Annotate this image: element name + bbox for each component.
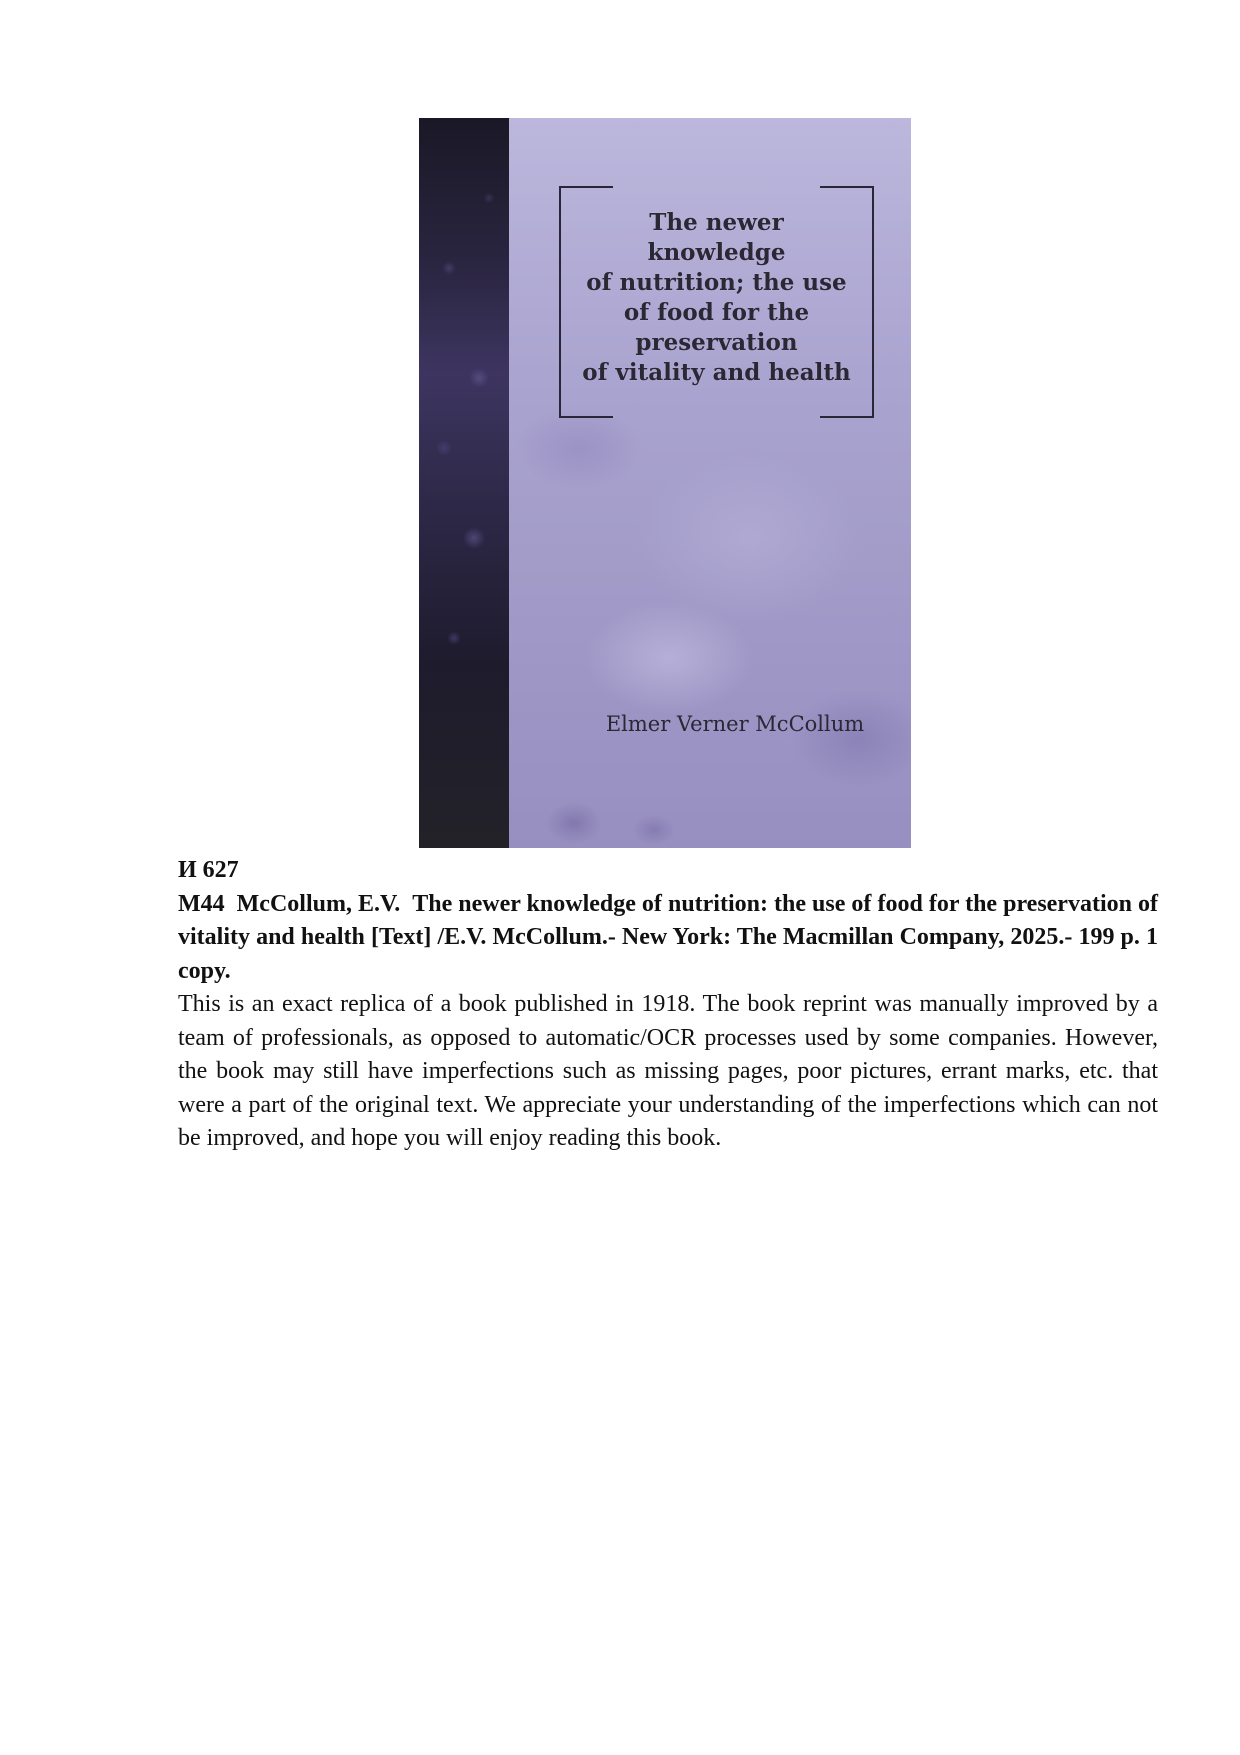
call-code: М44 [178,890,225,917]
book-description: This is an exact replica of a book published in 1918. The book reprint was manually improved by a team of professionals, as opposed to automatic/OCR processes used by some companies. However, the book may still have imperfections such as missing pages, poor pictures, errant marks, etc. that were a part of the original text. We appreciate your understanding of the imperfections which can not be improved, and hope you will enjoy reading this book. [178,991,1158,1151]
spine-floral-pattern [419,118,509,848]
catalog-record [178,854,1158,1156]
cover-author: Elmer Verner McCollum [605,712,865,736]
bibliographic-entry [178,888,1158,989]
author-heading: McCollum, E.V. [236,890,401,917]
cover-title: The newer knowledge of nutrition; the use of food for the preservation of vitality and health [582,209,851,386]
bibliographic-text: The newer knowledge of nutrition: the use of food for the preservation of vitality and health [Text] /E.V. McCollum.- New York: The Macmillan Company, 2025.- 199 p. 1 copy. [178,890,1159,984]
shelf-code: И 627 [178,857,239,883]
cover-title-frame [559,186,874,414]
book-cover-image [419,118,911,848]
